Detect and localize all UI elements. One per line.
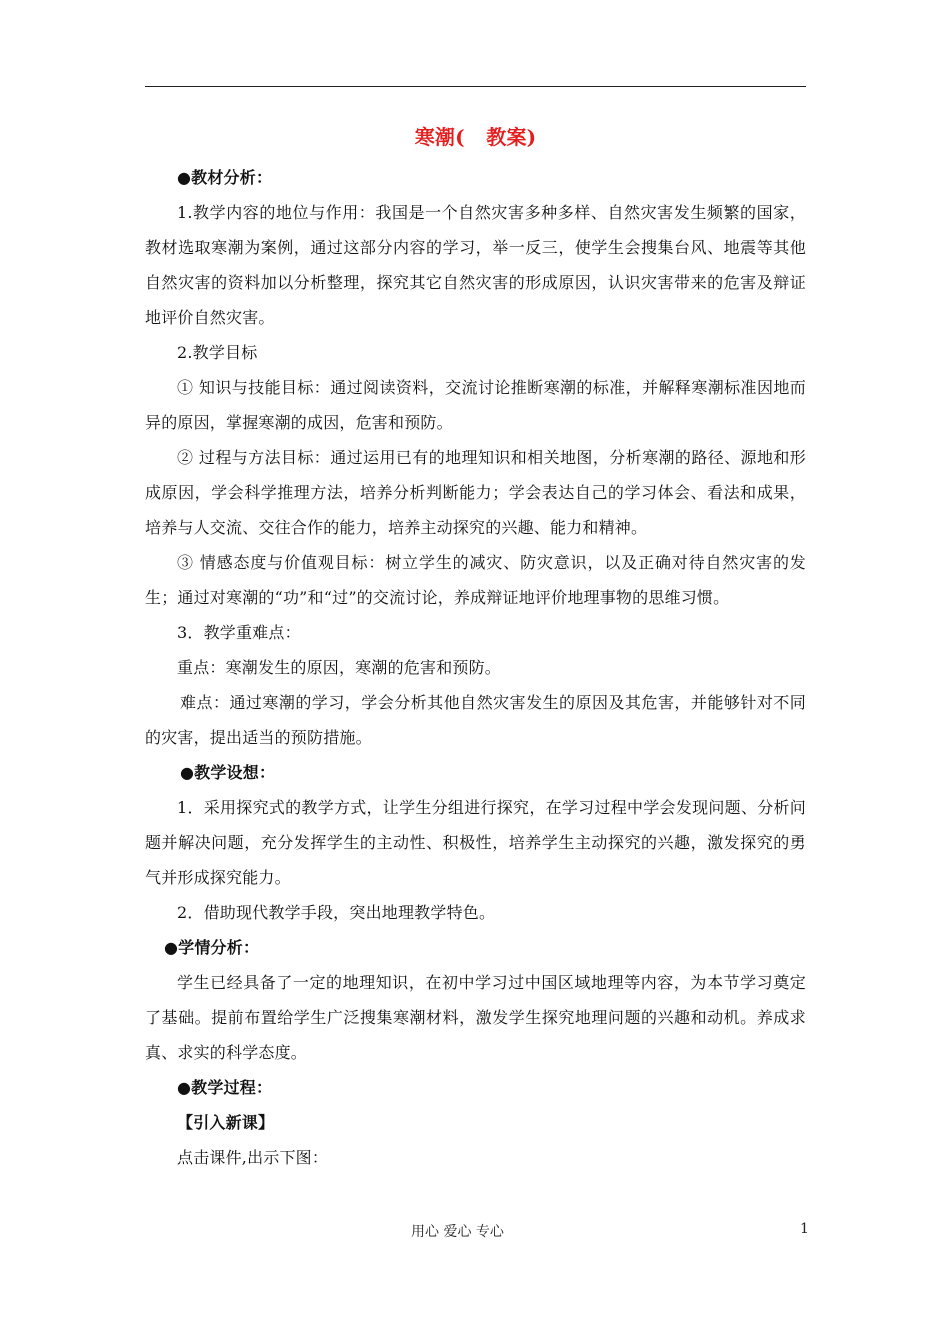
- footer-motto: 用心 爱心 专心: [411, 1224, 504, 1240]
- paragraph-learner: 学生已经具备了一定的地理知识，在初中学习过中国区域地理等内容，为本节学习奠定了基础。提前布置给学生广泛搜集寒潮材料，激发学生探究地理问题的兴趣和动机。养成求真、求实的科学态度。: [145, 973, 806, 1062]
- paragraph-analysis: 1.教学内容的地位与作用：我国是一个自然灾害多种多样、自然灾害发生频繁的国家，教材选取寒潮为案例，通过这部分内容的学习，举一反三，使学生会搜集台风、地震等其他自然灾害的资料加以分析整理，探究其它自然灾害的形成原因，认识灾害带来的危害及辩证地评价自然灾害。: [145, 203, 806, 327]
- section-heading-analysis: ●教材分析：: [177, 168, 273, 187]
- document-title: 寒潮( 教案): [414, 125, 537, 149]
- subheading-keypoints: 3．教学重难点：: [177, 623, 301, 642]
- section-heading-design: ●教学设想：: [180, 763, 276, 782]
- header-rule: [145, 86, 806, 87]
- section-heading-intro: 【引入新课】: [177, 1113, 275, 1132]
- paragraph-design-2: 2．借助现代教学手段，突出地理教学特色。: [177, 903, 496, 922]
- paragraph-difficulty: 难点：通过寒潮的学习，学会分析其他自然灾害发生的原因及其危害，并能够针对不同的灾害，提出适当的预防措施。: [145, 693, 806, 747]
- document-body: [145, 118, 806, 1175]
- section-heading-process: ●教学过程：: [177, 1078, 273, 1097]
- page-number: 1: [800, 1221, 809, 1237]
- paragraph-goal-1: ① 知识与技能目标：通过阅读资料，交流讨论推断寒潮的标准，并解释寒潮标准因地而异的原因，掌握寒潮的成因，危害和预防。: [145, 378, 806, 432]
- section-heading-learner: ●学情分析：: [164, 938, 260, 957]
- paragraph-goal-2: ② 过程与方法目标：通过运用已有的地理知识和相关地图，分析寒潮的路径、源地和形成原因，学会科学推理方法，培养分析判断能力；学会表达自己的学习体会、看法和成果，培养与人交流、交往合作的能力，培养主动探究的兴趣、能力和精神。: [145, 448, 806, 537]
- paragraph-keypoint: 重点：寒潮发生的原因，寒潮的危害和预防。: [177, 658, 502, 677]
- paragraph-goal-3: ③ 情感态度与价值观目标：树立学生的减灾、防灾意识，以及正确对待自然灾害的发生；通过对寒潮的“功”和“过”的交流讨论，养成辩证地评价地理事物的思维习惯。: [145, 553, 806, 607]
- paragraph-intro: 点击课件,出示下图：: [177, 1148, 329, 1167]
- subheading-goals: 2.教学目标: [177, 343, 258, 362]
- paragraph-design-1: 1．采用探究式的教学方式，让学生分组进行探究，在学习过程中学会发现问题、分析问题并解决问题，充分发挥学生的主动性、积极性，培养学生主动探究的兴趣，激发探究的勇气并形成探究能力。: [145, 798, 806, 887]
